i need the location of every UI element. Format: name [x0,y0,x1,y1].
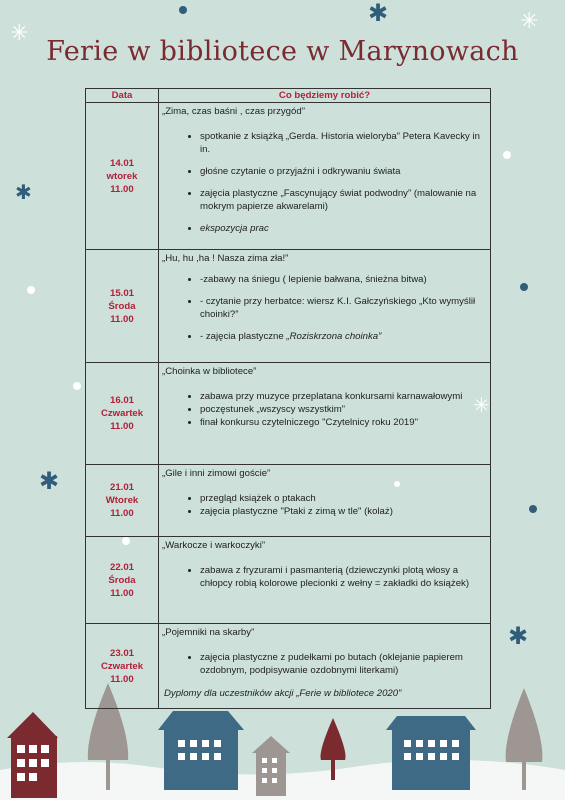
list-item: • zabawa z fryzurami i pasmanterią (dziewczynki plotą włosy a chłopcy robią kolorowe plecionki z wełny = zakładki do książek) [200,564,486,590]
day: wtorek [106,170,138,182]
page-title: Ferie w bibliotece w Marynowach [46,36,519,67]
snowflake-icon: ✳ [520,8,539,33]
activity-theme: „Gile i inni zimowi goście” [162,468,271,479]
date: 23.01 [109,647,134,659]
list-item: • - czytanie przy herbatce: wiersz K.I. Gałczyńskiego „Kto wymyślił choinki?” [200,295,486,321]
star-icon: ✱ [15,182,32,204]
date-cell [86,537,159,624]
list-item: • zabawa przy muzyce przeplatana konkursami karnawałowymi [200,390,486,403]
activity-theme: „Warkocze i warkoczyki” [162,540,266,551]
time: 11.00 [110,183,134,195]
star-icon: ✱ [368,0,389,27]
table-row [86,363,491,465]
table-row [86,103,491,250]
activity-cell [159,465,491,537]
date-cell [86,363,159,465]
column-header-activity: Co będziemy robić? [159,89,491,103]
activity-cell [159,250,491,363]
activity-theme: „Choinka w bibliotece” [162,366,257,377]
list-item: • ekspozycja prac [200,222,486,235]
date-cell [86,465,159,537]
snowflake-icon: ✳ [10,20,29,45]
day: Środa [108,300,136,312]
time: 11.00 [110,673,134,685]
day: Czwartek [100,408,144,419]
date: 21.01 [109,482,134,493]
list-item: • -zabawy na śniegu ( lepienie bałwana, śnieżna bitwa) [200,273,486,286]
star-icon: ✱ [508,623,529,650]
date: 15.01 [109,287,134,299]
date-cell [86,250,159,363]
list-item: • poczęstunek „wszyscy wszystkim” [200,403,486,416]
dot-blue [179,6,187,14]
table-header-row [86,89,491,103]
list-item: • przegląd książek o ptakach [200,492,486,505]
activity-cell [159,537,491,624]
diploma-note: Dyplomy dla uczestników akcji „Ferie w bibliotece 2020” [164,688,402,699]
star-icon: ✱ [39,468,60,495]
activity-cell [159,363,491,465]
activity-cell [159,103,491,250]
date-cell [86,103,159,250]
day: Wtorek [105,495,139,506]
activity-theme: „Hu, hu ,ha ! Nasza zima zła!” [162,253,289,264]
day: Czwartek [100,660,144,672]
table-row [86,465,491,537]
list-item: • zajęcia plastyczne „Fascynujący świat podwodny” (malowanie na mokrym papierze akwarelami) [200,187,486,213]
list-item: • głośne czytanie o przyjaźni i odkrywaniu świata [200,165,486,178]
day: Środa [108,574,136,586]
date: 22.01 [109,561,134,573]
time: 11.00 [110,587,134,599]
list-item: • zajęcia plastyczne z pudełkami po butach (oklejanie papierem ozdobnym, podpisywanie ozdobnymi literkami) [200,651,486,677]
table-row [86,250,491,363]
date: 16.01 [109,395,134,406]
activity-cell [159,624,491,709]
list-item: • spotkanie z książką „Gerda. Historia wieloryba” Petera Kavecky in in. [200,130,486,156]
house-red-left [7,712,58,798]
list-item: • finał konkursu czytelniczego "Czytelnicy roku 2019" [200,416,486,429]
date-cell [86,624,159,709]
table-row [86,537,491,624]
table-row [86,624,491,709]
time: 11.00 [110,508,134,519]
list-item-title: „Roziskrzona choinka” [286,331,382,342]
schedule-table [85,88,491,709]
column-header-date: Data [86,89,159,103]
house-blue-right [386,716,476,790]
date: 14.01 [109,157,134,169]
snowflake-icon: ✳ [473,395,490,417]
list-item: • zajęcia plastyczne "Ptaki z zimą w tle" (kolaż) [200,505,486,518]
activity-theme: „Zima, czas baśni , czas przygód” [162,106,305,117]
list-item-text: - zajęcia plastyczne [200,331,287,342]
house-blue-left [158,711,244,790]
time: 11.00 [110,421,134,432]
activity-theme: „Pojemniki na skarby” [162,627,255,638]
list-item [200,330,486,343]
time: 11.00 [110,313,134,325]
house-gray-small [252,736,290,796]
